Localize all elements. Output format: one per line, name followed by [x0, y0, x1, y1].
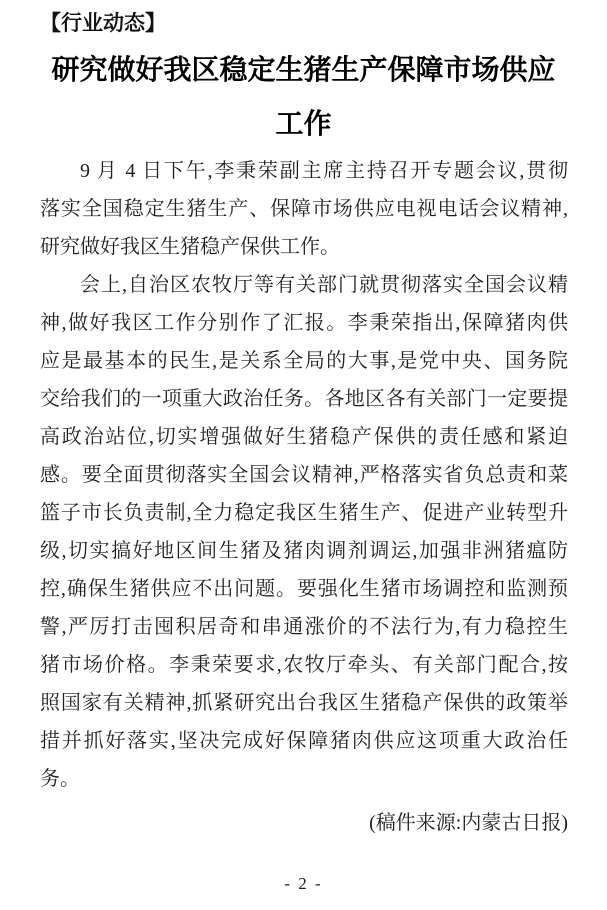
- body-line: 务。: [40, 768, 80, 790]
- page-number: - 2 -: [284, 874, 323, 893]
- body-line: 感。要全面贯彻落实全国会议精神,严格落实省负总责和菜: [40, 464, 568, 486]
- title-line-1: 研究做好我区稳定生猪生产保障市场供应: [51, 55, 556, 86]
- body-line: 落实全国稳定生猪生产、保障市场供应电视电话会议精神,: [40, 198, 568, 220]
- document-body: [40, 152, 568, 798]
- body-line: 研究做好我区生猪稳产保供工作。: [40, 236, 340, 258]
- document-title: [20, 44, 587, 152]
- body-line: 照国家有关精神,抓紧研究出台我区生猪稳产保供的政策举: [40, 692, 568, 714]
- body-line: 交给我们的一项重大政治任务。各地区各有关部门一定要提: [40, 388, 568, 410]
- body-line: 应是最基本的民生,是关系全局的大事,是党中央、国务院: [40, 350, 568, 372]
- body-line: 猪市场价格。李秉荣要求,农牧厅牵头、有关部门配合,按: [40, 654, 568, 676]
- body-line: 篮子市长负责制,全力稳定我区生猪生产、促进产业转型升: [40, 502, 568, 524]
- body-line: 会上,自治区农牧厅等有关部门就贯彻落实全国会议精: [80, 274, 568, 296]
- body-line: 神,做好我区工作分别作了汇报。李秉荣指出,保障猪肉供: [40, 312, 568, 334]
- body-line: 高政治站位,切实增强做好生猪稳产保供的责任感和紧迫: [40, 426, 568, 448]
- body-line: 警,严厉打击囤积居奇和串通涨价的不法行为,有力稳控生: [40, 616, 568, 638]
- section-tag: 【行业动态】: [40, 12, 166, 35]
- body-line: 9 月 4 日下午,李秉荣副主席主持召开专题会议,贯彻: [80, 160, 568, 182]
- body-line: 级,切实搞好地区间生猪及猪肉调剂调运,加强非洲猪瘟防: [40, 540, 568, 562]
- body-line: 措并抓好落实,坚决完成好保障猪肉供应这项重大政治任: [40, 730, 568, 752]
- body-line: 控,确保生猪供应不出问题。要强化生猪市场调控和监测预: [40, 578, 568, 600]
- title-line-2: 工作: [275, 109, 332, 140]
- source-attribution: (稿件来源:内蒙古日报): [369, 812, 568, 834]
